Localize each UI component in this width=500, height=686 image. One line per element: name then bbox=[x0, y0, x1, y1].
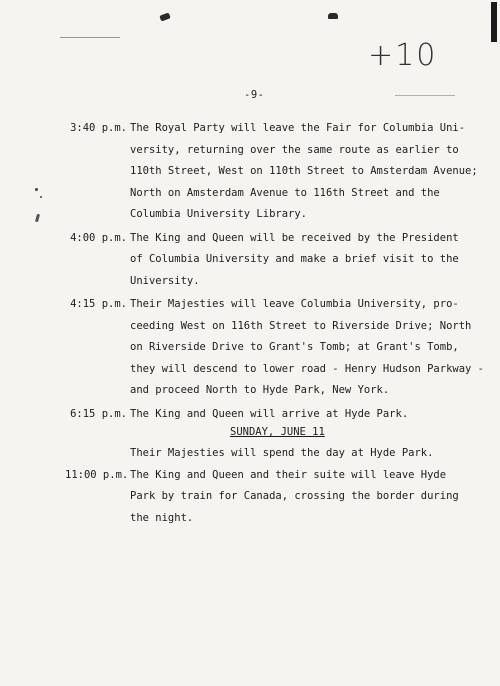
entry-description bbox=[130, 465, 485, 530]
entry-line: ceeding West on 116th Street to Riverside Drive; North bbox=[130, 319, 472, 332]
entry-line: of Columbia University and make a brief visit to the bbox=[130, 253, 459, 265]
scan-edge-mark bbox=[491, 2, 497, 42]
entry-line: Park by train for Canada, crossing the border during bbox=[130, 490, 459, 502]
entry-line: University. bbox=[130, 274, 200, 287]
margin-speck-1 bbox=[35, 188, 38, 191]
schedule-entry bbox=[65, 404, 485, 426]
schedule-entry bbox=[65, 294, 485, 402]
entry-line: versity, returning over the same route as earlier to bbox=[130, 143, 459, 156]
entry-line: The King and Queen will arrive at Hyde Park. bbox=[130, 407, 409, 420]
entry-line: The King and Queen and their suite will leave Hyde bbox=[130, 468, 447, 481]
margin-speck-3 bbox=[35, 214, 40, 223]
sunday-intro: Their Majesties will spend the day at Hyde Park. bbox=[130, 447, 434, 459]
section-heading: SUNDAY, JUNE 11 bbox=[230, 426, 325, 438]
schedule-entry bbox=[65, 465, 485, 530]
entry-line: Columbia University Library. bbox=[130, 208, 308, 220]
entry-line: on Riverside Drive to Grant's Tomb; at Grant's Tomb, bbox=[130, 341, 459, 353]
entry-time: 3:40 p.m. bbox=[70, 122, 127, 134]
entry-line: the night. bbox=[130, 511, 194, 524]
entry-line: Their Majesties will leave Columbia University, pro- bbox=[130, 298, 459, 310]
entry-time: 6:15 p.m. bbox=[70, 407, 127, 420]
margin-speck-2 bbox=[40, 196, 42, 198]
entry-time: 4:00 p.m. bbox=[70, 231, 127, 244]
entry-line: they will descend to lower road - Henry Hudson Parkway - bbox=[130, 362, 485, 375]
schedule-entry bbox=[65, 118, 485, 226]
entry-line: The Royal Party will leave the Fair for Columbia Uni- bbox=[130, 122, 466, 134]
entry-line: 110th Street, West on 110th Street to Amsterdam Avenue; bbox=[130, 165, 478, 177]
entry-description bbox=[130, 118, 485, 226]
scan-mark-right bbox=[328, 13, 338, 19]
entry-line: North on Amsterdam Avenue to 116th Street and the bbox=[130, 186, 440, 199]
entry-description bbox=[130, 404, 485, 426]
entry-description bbox=[130, 228, 485, 293]
handwritten-page-note: +10 bbox=[368, 38, 438, 73]
faint-top-line-2 bbox=[395, 95, 455, 96]
scan-mark-left bbox=[159, 12, 170, 21]
schedule-entry bbox=[65, 228, 485, 293]
entry-line: and proceed North to Hyde Park, New York. bbox=[130, 384, 390, 396]
entry-line: The King and Queen will be received by the President bbox=[130, 231, 459, 244]
faint-top-line bbox=[60, 37, 120, 38]
entry-time: 11:00 p.m. bbox=[65, 468, 129, 481]
entry-description bbox=[130, 294, 485, 402]
entry-time: 4:15 p.m. bbox=[70, 298, 127, 310]
sunday-entries bbox=[65, 443, 485, 531]
schedule-entries bbox=[65, 118, 485, 427]
page-number: -9- bbox=[244, 89, 265, 101]
